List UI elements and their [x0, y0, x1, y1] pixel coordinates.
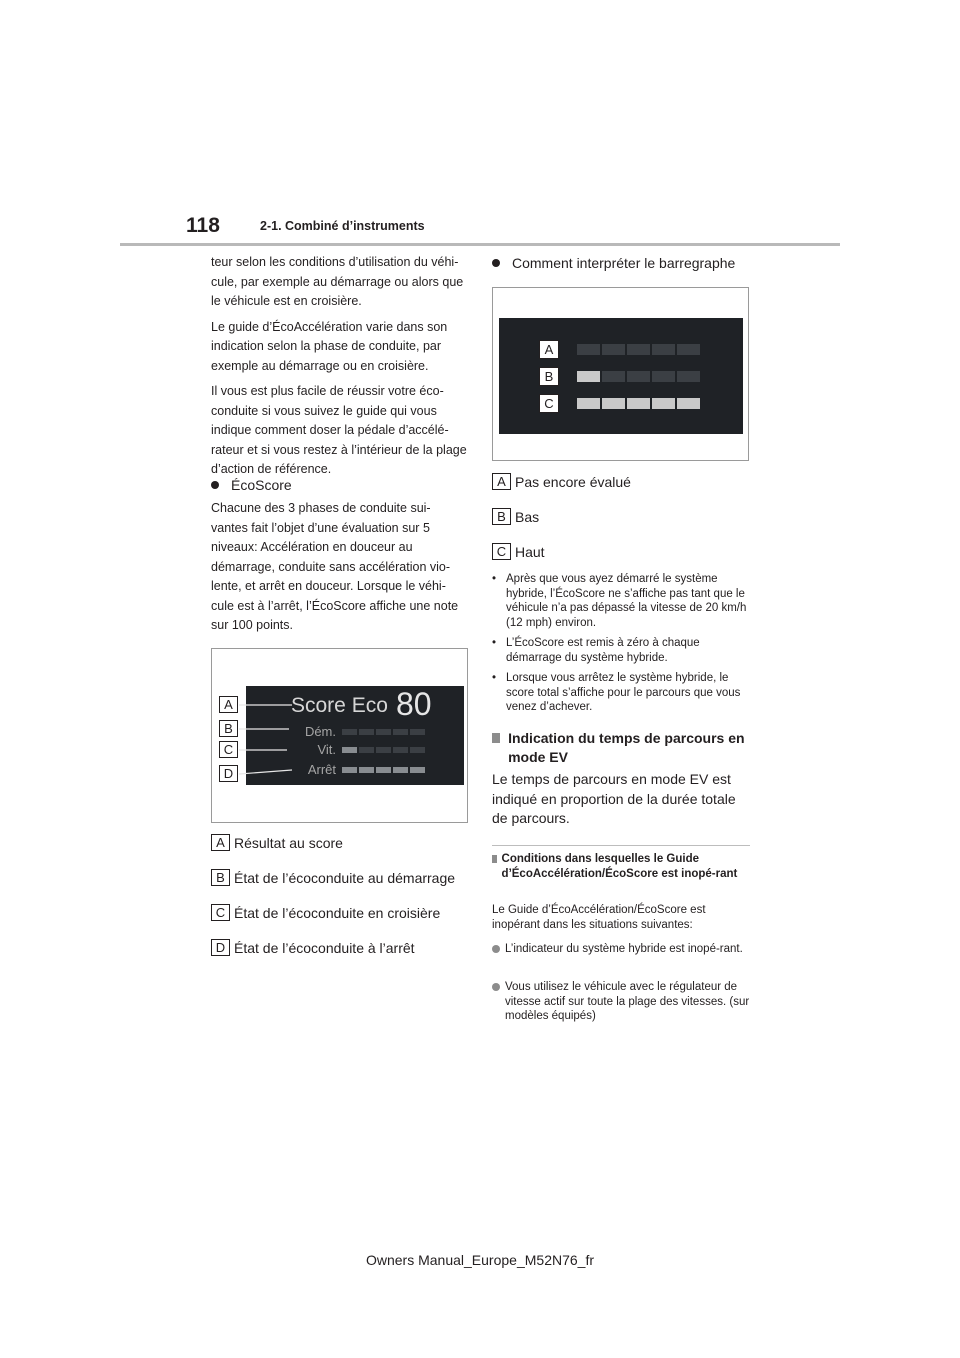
legend-a [211, 834, 343, 851]
callout-d: D [219, 765, 238, 782]
paragraph: Le guide d’ÉcoAccélération varie dans son indication selon la phase de conduite, par exemple au démarrage ou en croisière. [211, 319, 448, 373]
bar-legend-a [492, 473, 631, 490]
legend-c [211, 904, 440, 921]
notes-block [492, 572, 750, 721]
conditions-text: Le Guide d’ÉcoAccélération/ÉcoScore est inopérant dans les situations suivantes: [492, 904, 706, 931]
intro-text [211, 253, 467, 486]
legend-text: Pas encore évalué [515, 473, 631, 490]
legend-key: C [492, 543, 511, 560]
bar-row-b [577, 371, 700, 382]
ecoscore-figure [211, 648, 468, 823]
bullet-icon [492, 945, 500, 953]
row-label-arret: Arrêt [307, 762, 336, 777]
legend-key: C [211, 904, 230, 921]
legend-text: Résultat au score [234, 834, 343, 851]
conditions-heading [492, 852, 750, 881]
legend-key: A [492, 473, 511, 490]
bar-label-c: C [539, 394, 559, 413]
callout-c: C [219, 741, 238, 758]
note-item: • L’ÉcoScore est remis à zéro à chaque démarrage du système hybride. [492, 636, 750, 665]
legend-text: État de l’écoconduite au démarrage [234, 869, 456, 886]
condition-item-2 [492, 980, 750, 1024]
page-number: 118 [186, 214, 220, 237]
legend-text: État de l’écoconduite en croisière [234, 904, 441, 921]
header-divider [120, 243, 840, 246]
callout-a: A [219, 696, 238, 713]
bar-label-a: A [539, 340, 559, 359]
callout-lines [212, 649, 469, 824]
ev-heading-text: Indication du temps de parcours en mode EV [508, 730, 745, 765]
footer-text: Owners Manual_Europe_M52N76_fr [365, 1252, 594, 1268]
bullet-icon [492, 259, 500, 267]
bargraph-heading-text: Comment interpréter le barregraphe [512, 255, 736, 271]
condition-item-1 [492, 942, 750, 957]
legend-key: B [492, 508, 511, 525]
section-square-icon [492, 733, 500, 743]
condition-text: Vous utilisez le véhicule avec le régulateur de vitesse actif sur toute la plage des vitesses. (sur modèles équipés) [505, 981, 750, 1022]
bar-row-c [577, 398, 700, 409]
legend-text: État de l’écoconduite à l’arrêt [234, 939, 415, 956]
bargraph-figure [492, 287, 749, 461]
section-square-icon [492, 855, 497, 863]
legend-key: A [211, 834, 230, 851]
section-title: 2-1. Combiné d’instruments [260, 219, 425, 233]
bar-legend-b [492, 508, 539, 525]
bargraph-heading [492, 255, 735, 271]
bullet-icon [211, 481, 219, 489]
bullet-icon [492, 983, 500, 991]
score-title: Score Eco [291, 694, 388, 717]
legend-d [211, 939, 415, 956]
conditions-heading-text: Conditions dans lesquelles le Guide d’ÉcoAccélération/ÉcoScore est inopé-rant [501, 853, 738, 880]
score-value: 80 [396, 686, 432, 722]
callout-b: B [219, 720, 238, 737]
row-label-dem: Dém. [304, 724, 336, 739]
ecoscore-heading-text: ÉcoScore [231, 477, 292, 493]
bargraph-display [499, 318, 743, 434]
legend-key: B [211, 869, 230, 886]
legend-key: D [211, 939, 230, 956]
condition-text: L’indicateur du système hybride est inopé-rant. [505, 943, 743, 955]
legend-b [211, 869, 455, 886]
ecoscore-heading [211, 477, 292, 493]
bar-label-b: B [539, 367, 559, 386]
conditions-divider [492, 845, 750, 846]
bar-legend-c [492, 543, 545, 560]
legend-text: Haut [515, 543, 545, 560]
bar-row-a [577, 344, 700, 355]
row-label-vit: Vit. [317, 742, 336, 757]
ecoscore-text: Chacune des 3 phases de conduite sui-vantes fait l’objet d’une évaluation sur 5 niveaux: Accélération en douceur au démarrage, conduite sans accélération vio-lente, et arrêt en douceur. Lorsque le véhi-cule est à l’arrêt, l’ÉcoScore affiche une note sur 100 points. [211, 501, 459, 632]
legend-text: Bas [515, 508, 540, 525]
ev-heading [492, 729, 750, 767]
note-item: • Après que vous ayez démarré le système hybride, l’ÉcoScore ne s’affiche pas tant que le véhicule n’a pas dépassé la vitesse de 20 km/h (12 mph) environ. [492, 572, 750, 630]
note-item: • Lorsque vous arrêtez le système hybride, le score total s’affiche pour le parcours que vous venez d’achever. [492, 671, 750, 715]
paragraph: teur selon les conditions d’utilisation du véhi-cule, par exemple au démarrage ou alors que le véhicule est en croisière. [211, 255, 464, 308]
paragraph: Il vous est plus facile de réussir votre éco-conduite si vous suivez le guide qui vous indique comment doser la pédale d’accélé-rateur et si vous restez à l’intérieur de la plage d’action de référence. [211, 384, 467, 476]
ev-text: Le temps de parcours en mode EV est indiqué en proportion de la durée totale de parcours. [492, 771, 736, 826]
